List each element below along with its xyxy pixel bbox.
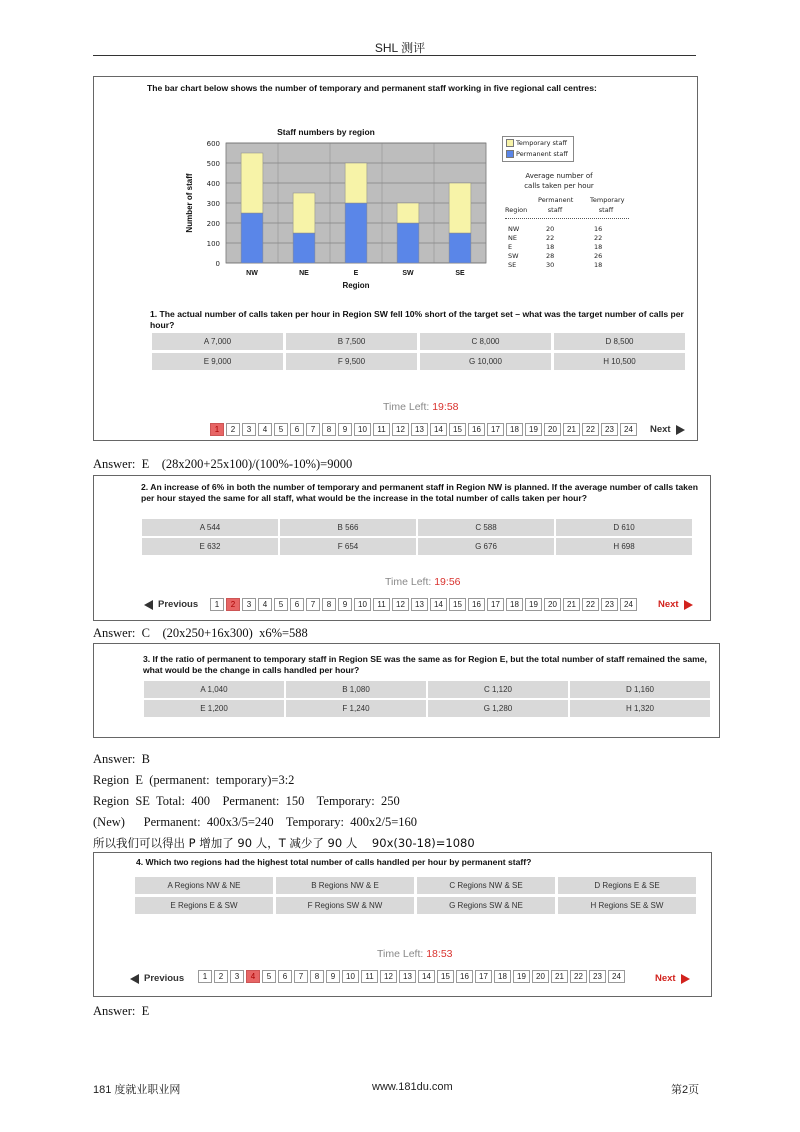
page-24-button[interactable]: 24 bbox=[620, 423, 637, 436]
calls-cell: 20 bbox=[546, 225, 555, 233]
option-c[interactable]: C 1,120 bbox=[428, 681, 568, 698]
page-24-button[interactable]: 24 bbox=[620, 598, 637, 611]
previous-label: Previous bbox=[158, 599, 199, 610]
option-e[interactable]: E Regions E & SW bbox=[135, 897, 273, 914]
calls-cell: NW bbox=[508, 225, 520, 233]
calls-cell: 18 bbox=[594, 261, 603, 269]
bar-e-temporary bbox=[345, 163, 367, 203]
page-19-button[interactable]: 19 bbox=[525, 423, 542, 436]
option-f[interactable]: F 654 bbox=[280, 538, 416, 555]
q1-question: 1. The actual number of calls taken per hour in Region SW fell 10% short of the target set – what was the target number of calls per hour? bbox=[150, 309, 684, 330]
page-14-button[interactable]: 14 bbox=[430, 423, 447, 436]
page-5-button[interactable]: 5 bbox=[262, 970, 276, 983]
legend-label-temporary: Temporary staff bbox=[516, 138, 567, 147]
chart-legend bbox=[502, 136, 574, 162]
previous-arrow-icon bbox=[144, 600, 153, 610]
next-label: Next bbox=[655, 973, 676, 984]
page-7-button[interactable]: 7 bbox=[306, 423, 320, 436]
page-12-button[interactable]: 12 bbox=[392, 423, 409, 436]
answer-3-line-1: Answer: B bbox=[93, 752, 150, 766]
page-8-button[interactable]: 8 bbox=[322, 598, 336, 611]
page-18-button[interactable]: 18 bbox=[506, 598, 523, 611]
footer-right: 第2页 bbox=[671, 1084, 700, 1096]
calls-cell: 18 bbox=[546, 243, 555, 251]
calls-cell: SW bbox=[508, 252, 519, 260]
option-d[interactable]: D 610 bbox=[556, 519, 692, 536]
chart-title: Staff numbers by region bbox=[277, 127, 375, 137]
answer-3-line-5: 所以我们可以得出 P 增加了 90 人，T 减少了 90 人 90x(30-18)=1080 bbox=[93, 836, 475, 850]
staff-chart bbox=[180, 123, 500, 293]
calls-cell: 22 bbox=[594, 234, 603, 242]
page-23-button[interactable]: 23 bbox=[589, 970, 606, 983]
option-g[interactable]: G 10,000 bbox=[420, 353, 551, 370]
x-tick-label: SW bbox=[402, 270, 414, 277]
page-2-button[interactable]: 2 bbox=[226, 598, 240, 611]
option-c[interactable]: C 588 bbox=[418, 519, 554, 536]
x-tick-label: SE bbox=[455, 270, 465, 277]
page-9-button[interactable]: 9 bbox=[326, 970, 340, 983]
page-5-button[interactable]: 5 bbox=[274, 598, 288, 611]
page-21-button[interactable]: 21 bbox=[551, 970, 568, 983]
calls-col-region: Region bbox=[505, 206, 528, 214]
option-b[interactable]: B 7,500 bbox=[286, 333, 417, 350]
page-7-button[interactable]: 7 bbox=[306, 598, 320, 611]
bar-sw-temporary bbox=[397, 203, 419, 223]
page-9-button[interactable]: 9 bbox=[338, 423, 352, 436]
calls-table-body bbox=[508, 225, 628, 270]
q4-timer bbox=[377, 948, 453, 960]
previous-label: Previous bbox=[144, 973, 185, 984]
legend-item-permanent bbox=[503, 148, 573, 159]
page-3-button[interactable]: 3 bbox=[230, 970, 244, 983]
calls-col-temp: Temporary staff bbox=[590, 196, 625, 214]
calls-cell: E bbox=[508, 243, 513, 251]
option-b[interactable]: B 1,080 bbox=[286, 681, 426, 698]
q2-timer bbox=[385, 576, 461, 588]
calls-row bbox=[508, 243, 628, 252]
calls-cell: 18 bbox=[594, 243, 603, 251]
option-d[interactable]: D Regions E & SE bbox=[558, 877, 696, 894]
option-g[interactable]: G 676 bbox=[418, 538, 554, 555]
next-button[interactable] bbox=[655, 973, 690, 984]
page-24-button[interactable]: 24 bbox=[608, 970, 625, 983]
option-f[interactable]: F Regions SW & NW bbox=[276, 897, 414, 914]
calls-table-title: Average number of calls taken per hour bbox=[524, 172, 594, 190]
y-tick-label: 0 bbox=[215, 260, 220, 268]
page-17-button[interactable]: 17 bbox=[487, 423, 504, 436]
page-23-button[interactable]: 23 bbox=[601, 423, 618, 436]
answer-3-line-3: Region SE Total: 400 Permanent: 150 Temporary: 250 bbox=[93, 794, 400, 808]
answer-3-line-4: (New) Permanent: 400x3/5=240 Temporary: 400x2/5=160 bbox=[93, 815, 418, 829]
page-16-button[interactable]: 16 bbox=[468, 598, 485, 611]
header-rule bbox=[93, 55, 696, 56]
question-2-panel bbox=[93, 475, 711, 621]
page-4-button[interactable]: 4 bbox=[246, 970, 260, 983]
y-tick-label: 500 bbox=[206, 160, 220, 168]
footer-center: www.181du.com bbox=[372, 1081, 453, 1093]
page-19-button[interactable]: 19 bbox=[513, 970, 530, 983]
q1-intro: The bar chart below shows the number of temporary and permanent staff working in five regional call centres: bbox=[147, 83, 597, 93]
y-tick-label: 400 bbox=[206, 180, 220, 188]
y-tick-label: 300 bbox=[206, 200, 220, 208]
option-c[interactable]: C 8,000 bbox=[420, 333, 551, 350]
q2-question: 2. An increase of 6% in both the number of temporary and permanent staff in Region NW is planned. If the average number of calls taken per hour stayed the same for all staff, what would be the increase in the total number of calls taken per hour? bbox=[141, 482, 698, 503]
option-b[interactable]: B Regions NW & E bbox=[276, 877, 414, 894]
page-2-button[interactable]: 2 bbox=[226, 423, 240, 436]
previous-arrow-icon bbox=[130, 974, 139, 984]
next-arrow-icon bbox=[676, 425, 685, 435]
page-21-button[interactable]: 21 bbox=[563, 423, 580, 436]
option-e[interactable]: E 1,200 bbox=[144, 700, 284, 717]
page-11-button[interactable]: 11 bbox=[361, 970, 378, 983]
page-8-button[interactable]: 8 bbox=[322, 423, 336, 436]
y-tick-label: 100 bbox=[206, 240, 220, 248]
page-7-button[interactable]: 7 bbox=[294, 970, 308, 983]
q3-options bbox=[144, 681, 714, 717]
page-20-button[interactable]: 20 bbox=[532, 970, 549, 983]
next-button[interactable] bbox=[658, 599, 693, 610]
x-tick-label: NW bbox=[246, 270, 258, 277]
legend-swatch-temporary bbox=[506, 139, 514, 147]
option-d[interactable]: D 1,160 bbox=[570, 681, 710, 698]
option-h[interactable]: H 698 bbox=[556, 538, 692, 555]
next-arrow-icon bbox=[681, 974, 690, 984]
q1-timer bbox=[383, 401, 459, 413]
option-a[interactable]: A 1,040 bbox=[144, 681, 284, 698]
timer-value: 19:56 bbox=[434, 576, 461, 588]
page-4-button[interactable]: 4 bbox=[258, 598, 272, 611]
option-a[interactable]: A 7,000 bbox=[152, 333, 283, 350]
page-6-button[interactable]: 6 bbox=[278, 970, 292, 983]
next-arrow-icon bbox=[684, 600, 693, 610]
previous-button[interactable] bbox=[130, 973, 184, 984]
calls-row bbox=[508, 261, 628, 270]
calls-table-rule bbox=[505, 218, 629, 219]
page-22-button[interactable]: 22 bbox=[582, 598, 599, 611]
previous-button[interactable] bbox=[144, 599, 198, 610]
page-10-button[interactable]: 10 bbox=[354, 598, 371, 611]
calls-cell: 16 bbox=[594, 225, 603, 233]
option-h[interactable]: H 1,320 bbox=[570, 700, 710, 717]
x-tick-label: E bbox=[353, 270, 359, 277]
option-d[interactable]: D 8,500 bbox=[554, 333, 685, 350]
option-e[interactable]: E 9,000 bbox=[152, 353, 283, 370]
option-a[interactable]: A 544 bbox=[142, 519, 278, 536]
option-h[interactable]: H 10,500 bbox=[554, 353, 685, 370]
x-tick-label: NE bbox=[299, 270, 309, 277]
page-22-button[interactable]: 22 bbox=[582, 423, 599, 436]
question-3-panel bbox=[93, 643, 720, 738]
q1-pager bbox=[210, 423, 639, 436]
page-6-button[interactable]: 6 bbox=[290, 423, 304, 436]
page-22-button[interactable]: 22 bbox=[570, 970, 587, 983]
calls-row bbox=[508, 252, 628, 261]
next-label: Next bbox=[650, 424, 671, 435]
option-h[interactable]: H Regions SE & SW bbox=[558, 897, 696, 914]
bar-nw-permanent bbox=[241, 213, 263, 263]
next-button[interactable] bbox=[650, 424, 685, 435]
page-17-button[interactable]: 17 bbox=[487, 598, 504, 611]
bar-se-temporary bbox=[449, 183, 471, 233]
page-2-button[interactable]: 2 bbox=[214, 970, 228, 983]
calls-cell: SE bbox=[508, 261, 517, 269]
option-f[interactable]: F 1,240 bbox=[286, 700, 426, 717]
page-18-button[interactable]: 18 bbox=[494, 970, 511, 983]
calls-cell: 26 bbox=[594, 252, 603, 260]
page-13-button[interactable]: 13 bbox=[411, 598, 428, 611]
calls-cell: 28 bbox=[546, 252, 555, 260]
q2-options bbox=[142, 519, 702, 555]
legend-swatch-permanent bbox=[506, 150, 514, 158]
page-11-button[interactable]: 11 bbox=[373, 598, 390, 611]
next-label: Next bbox=[658, 599, 679, 610]
page-23-button[interactable]: 23 bbox=[601, 598, 618, 611]
question-4-panel bbox=[93, 852, 712, 997]
page-9-button[interactable]: 9 bbox=[338, 598, 352, 611]
calls-row bbox=[508, 225, 628, 234]
option-b[interactable]: B 566 bbox=[280, 519, 416, 536]
page-15-button[interactable]: 15 bbox=[449, 598, 466, 611]
answer-3-line-2: Region E (permanent: temporary)=3:2 bbox=[93, 773, 295, 787]
bar-se-permanent bbox=[449, 233, 471, 263]
page-3-button[interactable]: 3 bbox=[242, 423, 256, 436]
page-4-button[interactable]: 4 bbox=[258, 423, 272, 436]
page-3-button[interactable]: 3 bbox=[242, 598, 256, 611]
page-10-button[interactable]: 10 bbox=[354, 423, 371, 436]
footer-left: 181 度就业职业网 bbox=[93, 1084, 181, 1096]
page-15-button[interactable]: 15 bbox=[437, 970, 454, 983]
page-18-button[interactable]: 18 bbox=[506, 423, 523, 436]
page-1-button[interactable]: 1 bbox=[210, 423, 224, 436]
timer-label: Time Left: bbox=[385, 576, 432, 588]
page-5-button[interactable]: 5 bbox=[274, 423, 288, 436]
y-tick-label: 200 bbox=[206, 220, 220, 228]
legend-item-temporary bbox=[503, 137, 573, 148]
page-8-button[interactable]: 8 bbox=[310, 970, 324, 983]
timer-label: Time Left: bbox=[383, 401, 430, 413]
option-a[interactable]: A Regions NW & NE bbox=[135, 877, 273, 894]
page-10-button[interactable]: 10 bbox=[342, 970, 359, 983]
calls-row bbox=[508, 234, 628, 243]
calls-cell: 30 bbox=[546, 261, 555, 269]
page-14-button[interactable]: 14 bbox=[430, 598, 447, 611]
page-20-button[interactable]: 20 bbox=[544, 423, 561, 436]
y-tick-label: 600 bbox=[206, 140, 220, 148]
q4-pager bbox=[198, 970, 627, 983]
calls-cell: 22 bbox=[546, 234, 555, 242]
page-11-button[interactable]: 11 bbox=[373, 423, 390, 436]
bar-nw-temporary bbox=[241, 153, 263, 213]
legend-label-permanent: Permanent staff bbox=[516, 149, 568, 158]
page-16-button[interactable]: 16 bbox=[468, 423, 485, 436]
q1-options bbox=[152, 333, 690, 370]
x-axis-label: Region bbox=[342, 281, 370, 290]
answer-4: Answer: E bbox=[93, 1004, 150, 1018]
answer-1: Answer: E (28x200+25x100)/(100%-10%)=9000 bbox=[93, 457, 353, 471]
option-f[interactable]: F 9,500 bbox=[286, 353, 417, 370]
bar-e-permanent bbox=[345, 203, 367, 263]
q2-pager bbox=[210, 598, 639, 611]
page-17-button[interactable]: 17 bbox=[475, 970, 492, 983]
page-19-button[interactable]: 19 bbox=[525, 598, 542, 611]
option-e[interactable]: E 632 bbox=[142, 538, 278, 555]
question-1-panel bbox=[93, 76, 698, 441]
page-header: SHL 测评 bbox=[374, 41, 426, 55]
q4-question: 4. Which two regions had the highest total number of calls handled per hour by permanent staff? bbox=[136, 857, 532, 867]
page-13-button[interactable]: 13 bbox=[411, 423, 428, 436]
bar-ne-permanent bbox=[293, 233, 315, 263]
page-1-button[interactable]: 1 bbox=[210, 598, 224, 611]
timer-value: 18:53 bbox=[426, 948, 453, 960]
calls-cell: NE bbox=[508, 234, 517, 242]
page-1-button[interactable]: 1 bbox=[198, 970, 212, 983]
bar-sw-permanent bbox=[397, 223, 419, 263]
option-g[interactable]: G Regions SW & NE bbox=[417, 897, 555, 914]
option-g[interactable]: G 1,280 bbox=[428, 700, 568, 717]
timer-value: 19:58 bbox=[432, 401, 459, 413]
timer-label: Time Left: bbox=[377, 948, 424, 960]
page-15-button[interactable]: 15 bbox=[449, 423, 466, 436]
bar-ne-temporary bbox=[293, 193, 315, 233]
page-12-button[interactable]: 12 bbox=[392, 598, 409, 611]
page-12-button[interactable]: 12 bbox=[380, 970, 397, 983]
page-13-button[interactable]: 13 bbox=[399, 970, 416, 983]
page-16-button[interactable]: 16 bbox=[456, 970, 473, 983]
y-axis-label: Number of staff bbox=[185, 173, 194, 233]
calls-col-perm: Permanent staff bbox=[538, 196, 574, 214]
answer-2: Answer: C (20x250+16x300) x6%=588 bbox=[93, 626, 308, 640]
page-20-button[interactable]: 20 bbox=[544, 598, 561, 611]
page-14-button[interactable]: 14 bbox=[418, 970, 435, 983]
page-21-button[interactable]: 21 bbox=[563, 598, 580, 611]
page-6-button[interactable]: 6 bbox=[290, 598, 304, 611]
q4-options bbox=[135, 877, 700, 914]
q3-question: 3. If the ratio of permanent to temporary staff in Region SE was the same as for Region E, but the total number of staff remained the same, what would be the change in calls handled per hour? bbox=[143, 654, 707, 675]
option-c[interactable]: C Regions NW & SE bbox=[417, 877, 555, 894]
